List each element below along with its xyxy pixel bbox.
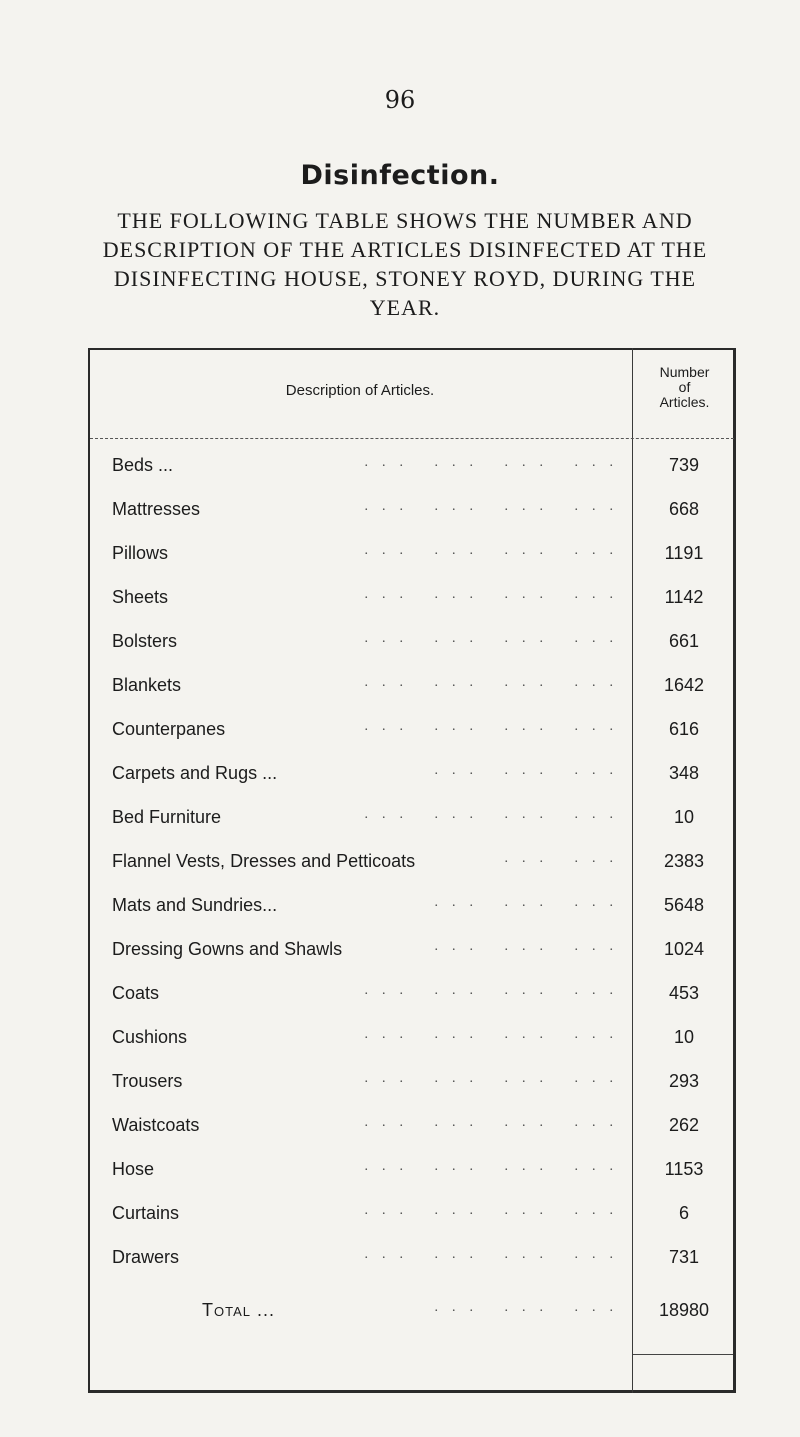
- row-value: 668: [668, 499, 700, 519]
- table-row: [112, 1027, 734, 1067]
- leader-dots: ... ... ... ...: [364, 1203, 627, 1218]
- row-label: Mattresses: [112, 499, 201, 519]
- leader-dots: ... ... ... ...: [364, 631, 627, 646]
- row-value: 262: [668, 1115, 700, 1135]
- row-label: Sheets: [112, 587, 169, 607]
- table-row: [112, 455, 734, 495]
- table-row: [112, 587, 734, 627]
- row-label: Pillows: [112, 543, 169, 563]
- table-row: [112, 1115, 734, 1155]
- leader-dots: ... ... ... ...: [364, 983, 627, 998]
- table-row: [112, 763, 734, 803]
- total-value: 18980: [658, 1300, 710, 1320]
- row-value: 5648: [663, 895, 705, 915]
- leader-dots: ... ... ... ...: [364, 455, 627, 470]
- page-number: 96: [384, 86, 416, 114]
- table-row: [112, 675, 734, 715]
- row-value: 1142: [664, 587, 704, 607]
- table-row: [112, 1159, 734, 1199]
- table-row: [112, 543, 734, 583]
- table-row: [112, 719, 734, 759]
- row-value: 2383: [663, 851, 705, 871]
- row-value: 10: [673, 807, 695, 827]
- total-row: [112, 1300, 734, 1340]
- table-row: [112, 1203, 734, 1243]
- leader-dots: ... ... ...: [434, 1300, 627, 1315]
- leader-dots: ... ... ... ...: [364, 1027, 627, 1042]
- leader-dots: ... ... ... ...: [364, 807, 627, 822]
- table-row: [112, 983, 734, 1023]
- row-value: 739: [668, 455, 700, 475]
- row-label: Bolsters: [112, 631, 178, 651]
- leader-dots: ... ... ... ...: [364, 1159, 627, 1174]
- row-value: 1642: [663, 675, 705, 695]
- row-value: 10: [673, 1027, 695, 1047]
- table-row: [112, 939, 734, 979]
- table-row: [112, 895, 734, 935]
- row-value: 731: [668, 1247, 700, 1267]
- row-label: Mats and Sundries...: [112, 895, 278, 915]
- leader-dots: ... ... ... ...: [364, 587, 627, 602]
- leader-dots: ... ... ... ...: [364, 1071, 627, 1086]
- leader-dots: ... ... ... ...: [364, 499, 627, 514]
- leader-dots: ... ... ... ...: [364, 719, 627, 734]
- row-label: Coats: [112, 983, 160, 1003]
- header-description: Description of Articles.: [285, 382, 435, 399]
- header-number-line2: of: [678, 379, 691, 395]
- row-label: Blankets: [112, 675, 182, 695]
- leader-dots: ... ... ...: [434, 763, 627, 778]
- row-label: Beds ...: [112, 455, 174, 475]
- row-label: Drawers: [112, 1247, 180, 1267]
- leader-dots: ... ... ... ...: [364, 1247, 627, 1262]
- row-label: Hose: [112, 1159, 155, 1179]
- intro-paragraph: THE FOLLOWING TABLE SHOWS THE NUMBER AND DESCRIPTION OF THE ARTICLES DISINFECTED AT THE DISINFECTING HOUSE, STONEY ROYD, DURING THE YEAR.: [102, 208, 708, 320]
- section-title: Disinfection.: [300, 160, 500, 191]
- leader-dots: ... ... ... ...: [364, 543, 627, 558]
- header-number: [633, 365, 736, 410]
- leader-dots: ... ...: [504, 851, 627, 866]
- leader-dots: ... ... ...: [434, 939, 627, 954]
- row-label: Counterpanes: [112, 719, 226, 739]
- leader-dots: ... ... ... ...: [364, 1115, 627, 1130]
- row-value: 6: [678, 1203, 689, 1223]
- row-value: 616: [668, 719, 700, 739]
- total-rule: [633, 1354, 733, 1355]
- row-label: Flannel Vests, Dresses and Petticoats: [112, 851, 416, 871]
- header-number-line3: Articles.: [659, 394, 710, 410]
- header-rule: [90, 438, 734, 439]
- row-label: Carpets and Rugs ...: [112, 763, 278, 783]
- row-label: Bed Furniture: [112, 807, 222, 827]
- row-label: Curtains: [112, 1203, 180, 1223]
- table-row: [112, 1071, 734, 1111]
- row-value: 348: [668, 763, 700, 783]
- table-row: [112, 631, 734, 671]
- row-value: 661: [668, 631, 700, 651]
- row-label: Cushions: [112, 1027, 188, 1047]
- row-value: 1153: [664, 1159, 704, 1179]
- header-number-line1: Number: [659, 364, 710, 380]
- total-label: Total ...: [202, 1300, 275, 1320]
- row-label: Waistcoats: [112, 1115, 200, 1135]
- leader-dots: ... ... ... ...: [364, 675, 627, 690]
- table-row: [112, 499, 734, 539]
- table-row: [112, 1247, 734, 1287]
- row-value: 293: [668, 1071, 700, 1091]
- table-row: [112, 851, 734, 891]
- row-label: Dressing Gowns and Shawls: [112, 939, 343, 959]
- row-label: Trousers: [112, 1071, 183, 1091]
- leader-dots: ... ... ...: [434, 895, 627, 910]
- row-value: 1191: [664, 543, 704, 563]
- row-value: 1024: [663, 939, 705, 959]
- table-row: [112, 807, 734, 847]
- row-value: 453: [668, 983, 700, 1003]
